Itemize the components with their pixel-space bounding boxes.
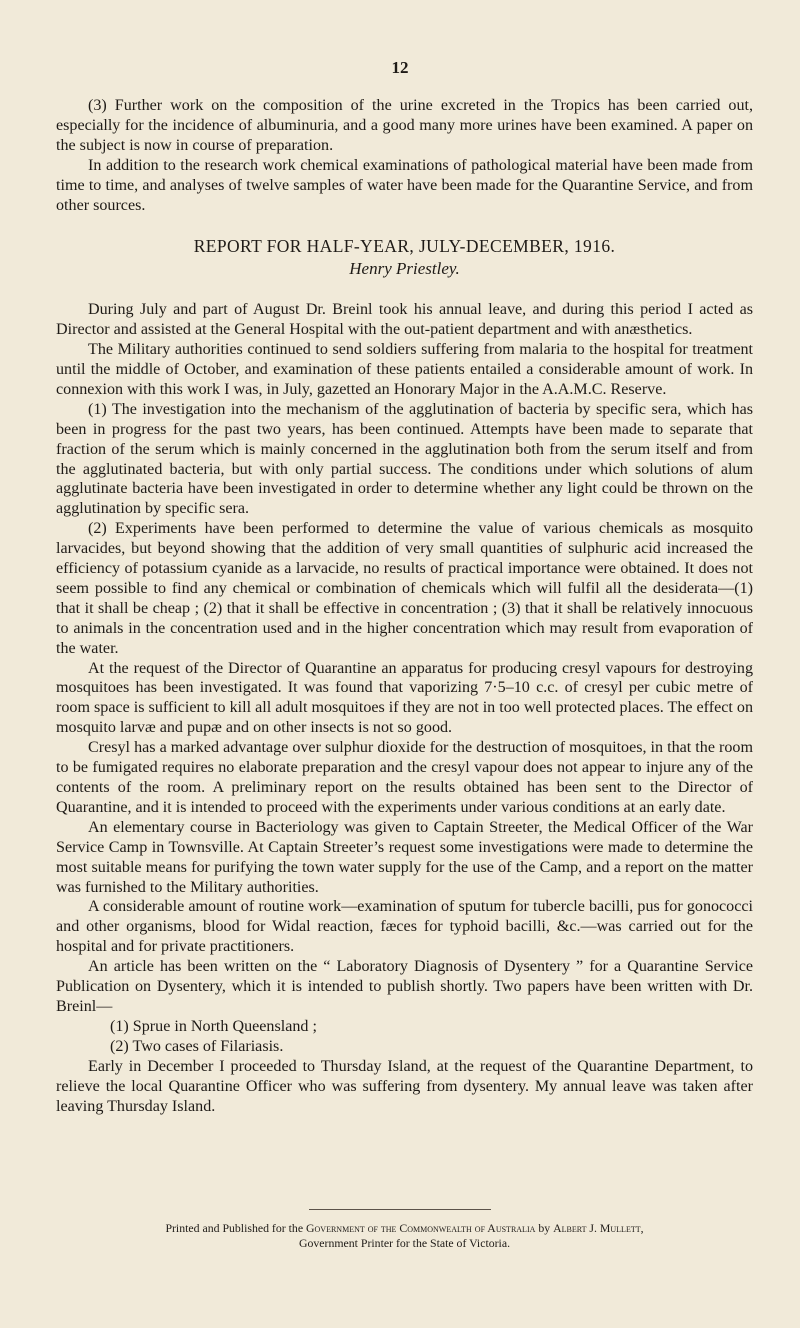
footer-rule	[309, 1209, 491, 1210]
paragraph-cresyl-apparatus: At the request of the Director of Quarantine an apparatus for producing cresyl vapours for destroying mosquitoes has been investigated. It was found that vaporizing 7·5–10 c.c. of cresyl per cubic metre of room space is sufficient to kill all adult mosquitoes if they are not in too well protected places. The effect on mosquito larvæ and pupæ and on other insects is not so good.	[56, 659, 753, 737]
list-item-filariasis: (2) Two cases of Filariasis.	[110, 1037, 284, 1055]
paragraph-chemical-examinations: In addition to the research work chemical examinations of pathological material have been made from time to time, and analyses of twelve samples of water have been made for the Quarantine Service, and from other sources.	[56, 156, 753, 214]
footer-line-2: Government Printer for the State of Victoria.	[298, 1236, 511, 1250]
footer-line-1	[56, 1221, 753, 1236]
paragraph-thursday-island: Early in December I proceeded to Thursday Island, at the request of the Quarantine Department, to relieve the local Quarantine Officer who was suffering from dysentery. My annual leave was taken after leaving Thursday Island.	[56, 1057, 753, 1115]
report-author: Henry Priestley.	[349, 259, 460, 279]
report-heading: REPORT FOR HALF-YEAR, JULY-DECEMBER, 1916.	[193, 236, 616, 257]
paragraph-larvacides: (2) Experiments have been performed to determine the value of various chemicals as mosquito larvacides, but beyond showing that the addition of very small quantities of sulphuric acid increased the efficiency of potassium cyanide as a larvacide, no results of practical importance were obtained. It does not seem possible to find any chemical or combination of chemicals which will fulfil all the desiderata—(1) that it shall be cheap ; (2) that it shall be effective in concentration ; (3) that it shall be relatively innocuous to animals in the concentration used and in the higher concentration which may result from evaporation of the water.	[56, 520, 753, 657]
footer-printer-name: Albert J. Mullett,	[553, 1221, 644, 1235]
paragraph-agglutination: (1) The investigation into the mechanism of the agglutination of bacteria by specific sera, which has been in progress for the past two years, has been continued. Attempts have been made to separate that fraction of the serum which is mainly concerned in the agglutination both from the serum itself and from the agglutinated bacteria, but with only partial success. The conditions under which solutions of alum agglutinate bacteria have been investigated in order to determine whether any light could be thrown on the agglutination by specific sera.	[56, 400, 753, 518]
paragraph-routine-work: A considerable amount of routine work—examination of sputum for tubercle bacilli, pus for gonococci and other organisms, blood for Widal reaction, fæces for typhoid bacilli, &c.—was carried out for the hospital and for private practitioners.	[56, 898, 753, 956]
paragraph-bacteriology-course: An elementary course in Bacteriology was given to Captain Streeter, the Medical Officer of the War Service Camp in Townsville. At Captain Streeter’s request some investigations were made to determine the most suitable means for purifying the town water supply for the use of the Camp, and a report on the matter was furnished to the Military authorities.	[56, 818, 753, 896]
paragraph-annual-leave: During July and part of August Dr. Breinl took his annual leave, and during this period I acted as Director and assisted at the General Hospital with the out-patient department and with anæsthetics.	[56, 301, 753, 339]
paragraph-urine-research: (3) Further work on the composition of the urine excreted in the Tropics has been carried out, especially for the incidence of albuminuria, and a good many more urines have been examined. A paper on the subject is now in course of preparation.	[56, 97, 753, 154]
paragraph-cresyl-advantage: Cresyl has a marked advantage over sulphur dioxide for the destruction of mosquitoes, in that the room to be fumigated requires no elaborate preparation and the cresyl vapour does not appear to injure any of the contents of the room. A preliminary report on the results obtained has been sent to the Director of Quarantine, and it is intended to proceed with the experiments under various conditions at an early date.	[56, 739, 753, 816]
paragraph-dysentery-article: An article has been written on the “ Laboratory Diagnosis of Dysentery ” for a Quarantine Service Publication on Dysentery, which it is intended to publish shortly. Two papers have been written with Dr. Breinl—	[56, 958, 753, 1015]
page-number: 12	[391, 58, 409, 77]
list-item-sprue: (1) Sprue in North Queensland ;	[110, 1017, 317, 1035]
footer-by: by	[538, 1221, 551, 1235]
footer-prefix: Printed and Published for the	[165, 1221, 304, 1235]
paragraph-military-authorities: The Military authorities continued to send soldiers suffering from malaria to the hospital for treatment until the middle of October, and examination of these patients entailed a considerable amount of work. In connexion with this work I was, in July, gazetted an Honorary Major in the A.A.M.C. Reserve.	[56, 341, 753, 398]
footer-government: Government of the Commonwealth of Australia	[306, 1221, 536, 1235]
printer-footer	[56, 1221, 753, 1251]
page-content	[56, 96, 753, 1116]
